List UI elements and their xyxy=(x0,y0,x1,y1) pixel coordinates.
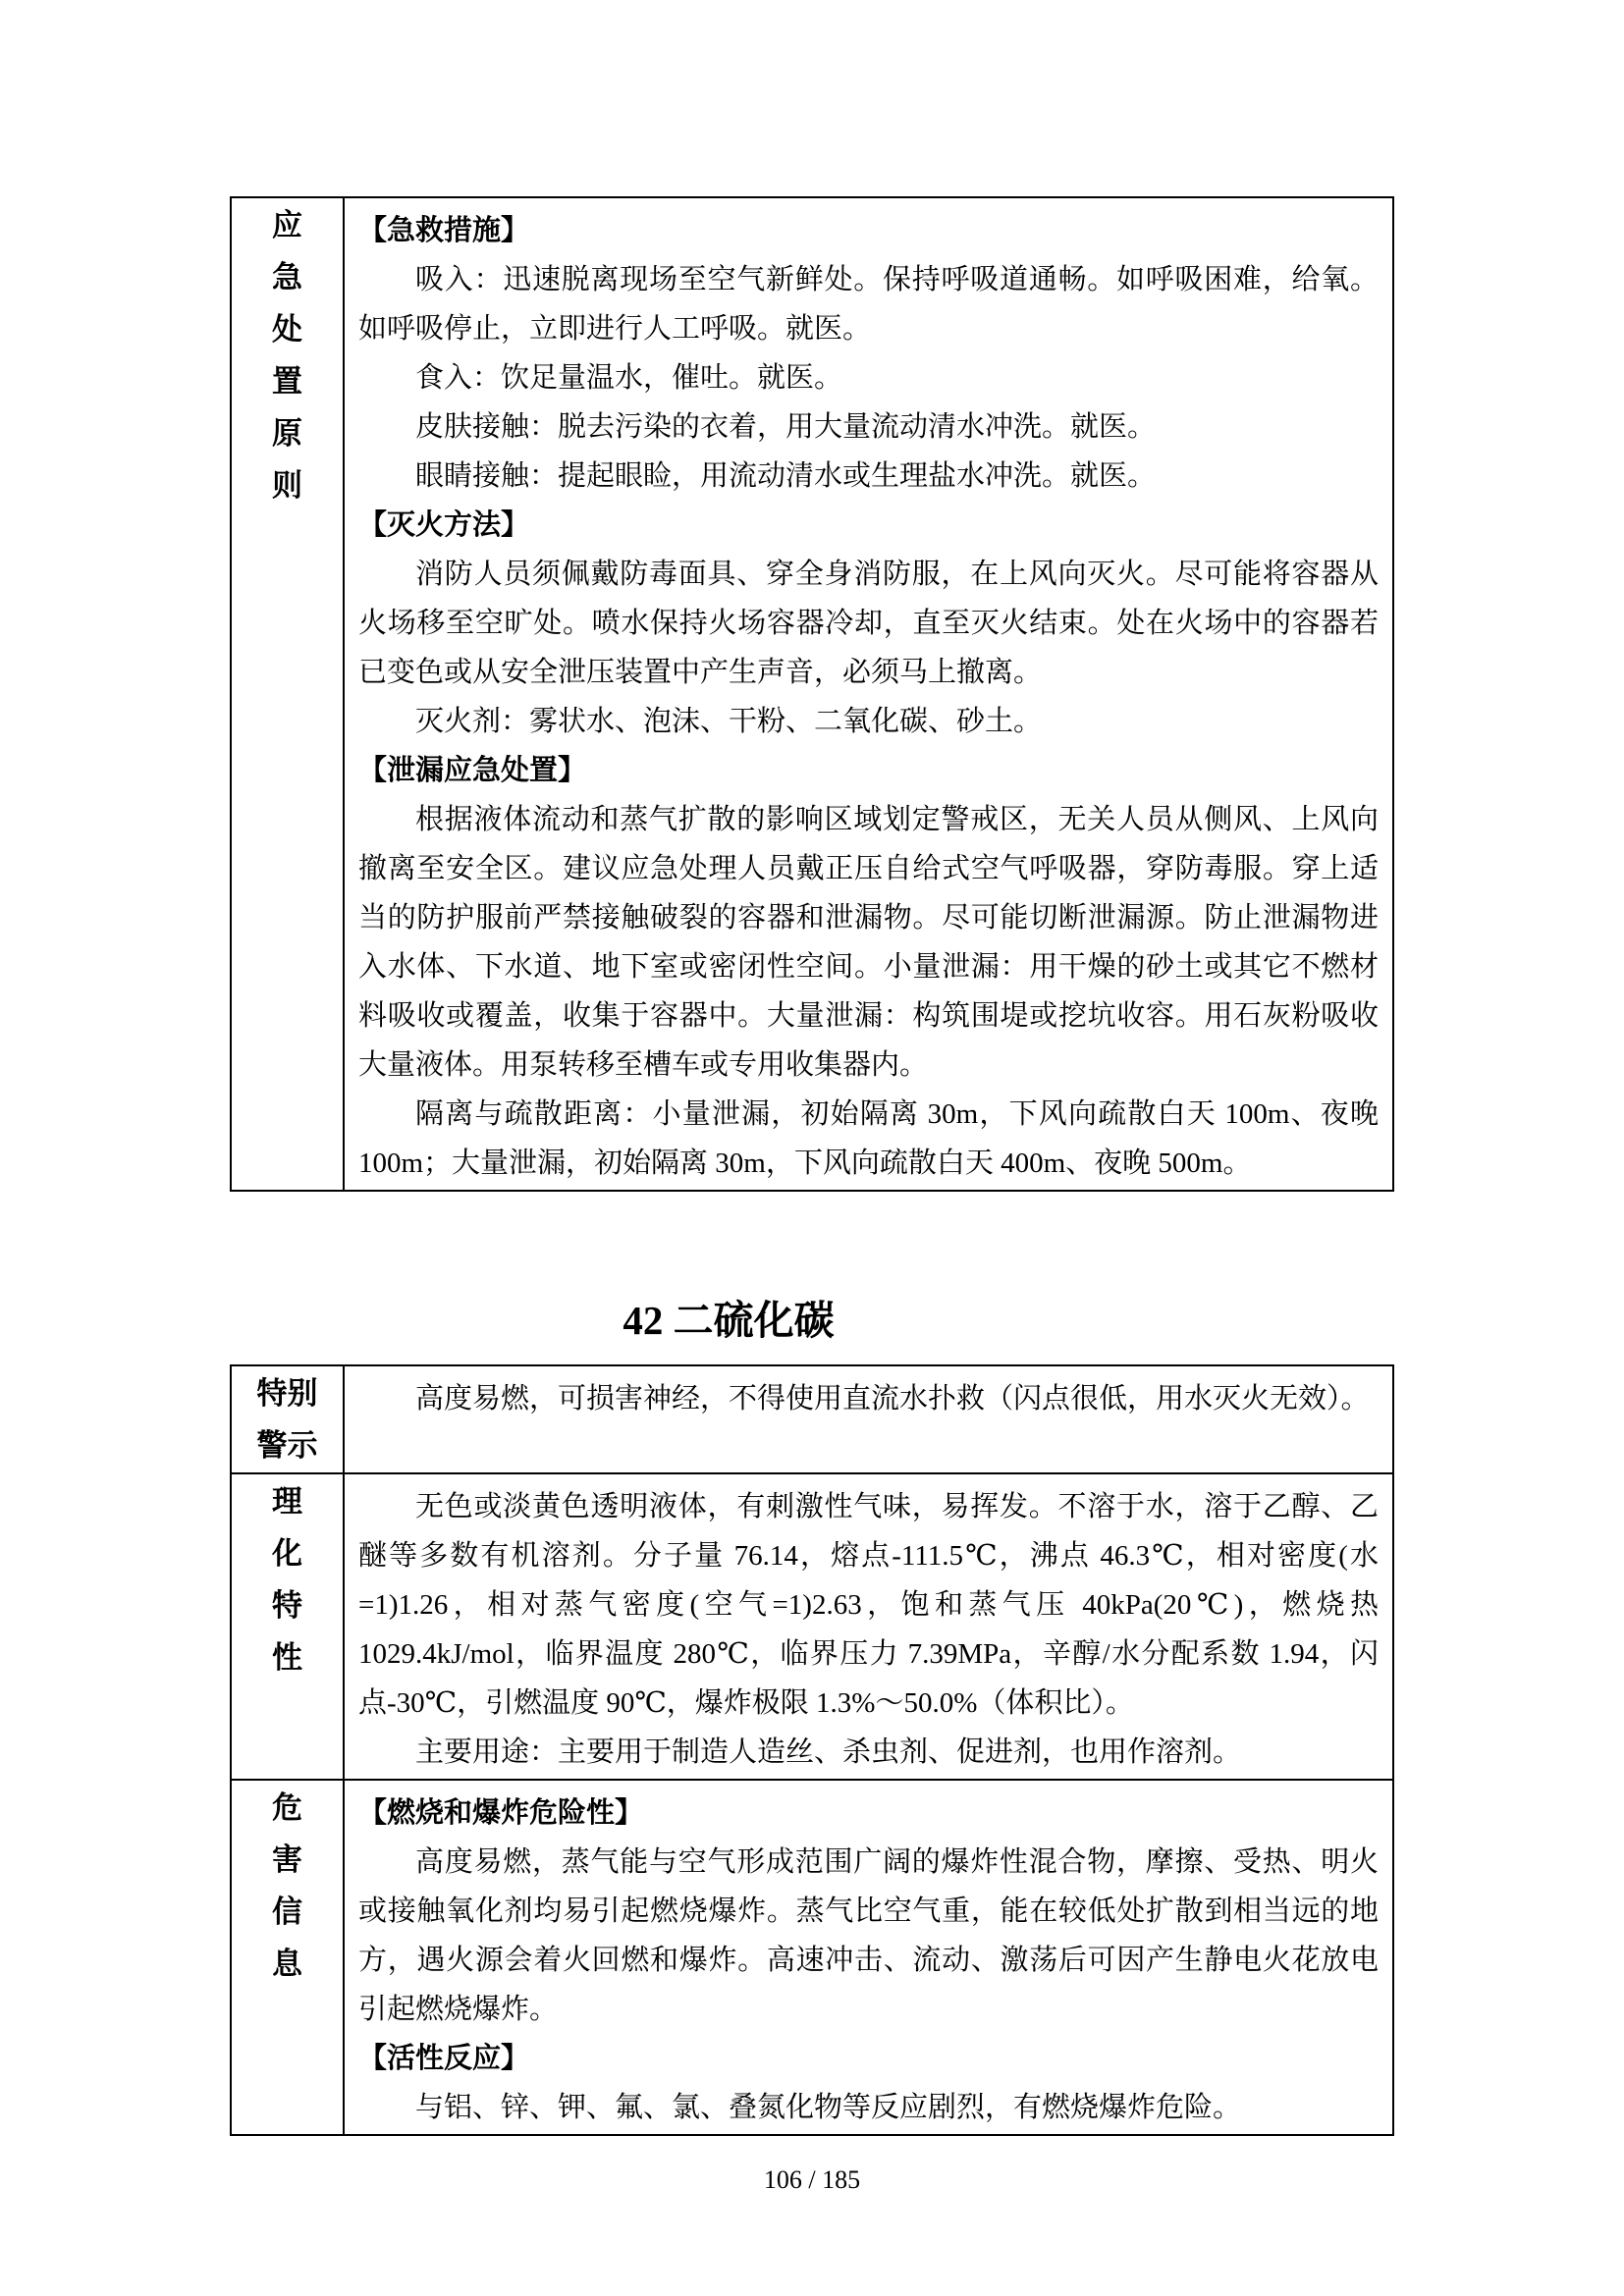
paragraph-eye-contact: 眼睛接触：提起眼睑，用流动清水或生理盐水冲洗。就医。 xyxy=(415,460,1157,492)
page-number: 106 / 185 xyxy=(763,2165,861,2194)
paragraph-skin-contact: 皮肤接触：脱去污染的衣着，用大量流动清水冲洗。就医。 xyxy=(415,411,1157,443)
paragraph-inhalation: 吸入：迅速脱离现场至空气新鲜处。保持呼吸道通畅。如呼吸困难，给氧。如呼吸停止，立即进行人工呼吸。就医。 xyxy=(358,264,1379,345)
row-label-emergency-principles: 应急处置原则 xyxy=(272,208,302,503)
table-row xyxy=(231,1780,1393,2135)
page-content xyxy=(230,196,1394,2197)
row-label-cell xyxy=(231,1780,344,2135)
row-label-cell xyxy=(231,1365,344,1473)
section-heading-leak-response: 【泄漏应急处置】 xyxy=(358,755,587,786)
section-heading-fire-fighting: 【灭火方法】 xyxy=(358,509,530,541)
paragraph-extinguishing-agents: 灭火剂：雾状水、泡沫、干粉、二氧化碳、砂土。 xyxy=(415,706,1043,737)
paragraph-isolation-distance: 隔离与疏散距离：小量泄漏，初始隔离 30m，下风向疏散白天 100m、夜晚 100m；大量泄漏，初始隔离 30m，下风向疏散白天 400m、夜晚 500m。 xyxy=(358,1098,1379,1179)
row-content-cell xyxy=(344,1365,1393,1473)
section-heading-fire-explosion-hazard: 【燃烧和爆炸危险性】 xyxy=(358,1797,644,1829)
row-content-cell xyxy=(344,1780,1393,2135)
emergency-response-table xyxy=(230,196,1394,1192)
row-content-cell xyxy=(344,197,1393,1191)
table-row xyxy=(231,1473,1393,1780)
paragraph-fire-fighting: 消防人员须佩戴防毒面具、穿全身消防服，在上风向灭火。尽可能将容器从火场移至空旷处。喷水保持火场容器冷却，直至灭火结束。处在火场中的容器若已变色或从安全泄压装置中产生声音，必须马上撤离。 xyxy=(358,559,1379,688)
paragraph-main-uses: 主要用途：主要用于制造人造丝、杀虫剂、促进剂，也用作溶剂。 xyxy=(415,1736,1242,1768)
section-heading-reactivity: 【活性反应】 xyxy=(358,2043,530,2074)
paragraph-fire-explosion-hazard: 高度易燃，蒸气能与空气形成范围广阔的爆炸性混合物，摩擦、受热、明火或接触氧化剂均易引起燃烧爆炸。蒸气比空气重，能在较低处扩散到相当远的地方，遇火源会着火回燃和爆炸。高速冲击、流动、激荡后可因产生静电火花放电引起燃烧爆炸。 xyxy=(358,1846,1379,2025)
row-label-cell xyxy=(231,197,344,1191)
table-row xyxy=(231,197,1393,1191)
row-label-physicochemical-properties: 理化特性 xyxy=(272,1484,302,1675)
paragraph-reactivity: 与铝、锌、钾、氟、氯、叠氮化物等反应剧烈，有燃烧爆炸危险。 xyxy=(415,2092,1242,2123)
paragraph-ingestion: 食入：饮足量温水，催吐。就医。 xyxy=(415,362,843,394)
row-label-hazard-information: 危害信息 xyxy=(272,1790,302,1981)
row-label-cell xyxy=(231,1473,344,1780)
paragraph-special-warning: 高度易燃，可损害神经，不得使用直流水扑救（闪点很低，用水灭火无效）。 xyxy=(415,1383,1370,1415)
section-heading-first-aid: 【急救措施】 xyxy=(358,215,530,246)
row-label-special-warning: 特别警示 xyxy=(256,1376,318,1463)
row-content-cell xyxy=(344,1473,1393,1780)
chapter-title: 42 二硫化碳 xyxy=(623,1298,835,1343)
table-row xyxy=(231,1365,1393,1473)
chemical-info-table xyxy=(230,1364,1394,2136)
paragraph-properties: 无色或淡黄色透明液体，有刺激性气味，易挥发。不溶于水，溶于乙醇、乙醚等多数有机溶剂。分子量 76.14，熔点-111.5℃，沸点 46.3℃，相对密度(水=1)1.26，相对蒸气密度(空气=1)2.63，饱和蒸气压 40kPa(20℃)，燃烧热 1029.4kJ/mol，临界温度 280℃，临界压力 7.39MPa，辛醇/水分配系数 1.94，闪点-30℃，引燃温度 90℃，爆炸极限 1.3%～50.0%（体积比）。 xyxy=(358,1491,1379,1719)
paragraph-leak-response: 根据液体流动和蒸气扩散的影响区域划定警戒区，无关人员从侧风、上风向撤离至安全区。建议应急处理人员戴正压自给式空气呼吸器，穿防毒服。穿上适当的防护服前严禁接触破裂的容器和泄漏物。尽可能切断泄漏源。防止泄漏物进入水体、下水道、地下室或密闭性空间。小量泄漏：用干燥的砂土或其它不燃材料吸收或覆盖，收集于容器中。大量泄漏：构筑围堤或挖坑收容。用石灰粉吸收大量液体。用泵转移至槽车或专用收集器内。 xyxy=(358,804,1379,1081)
